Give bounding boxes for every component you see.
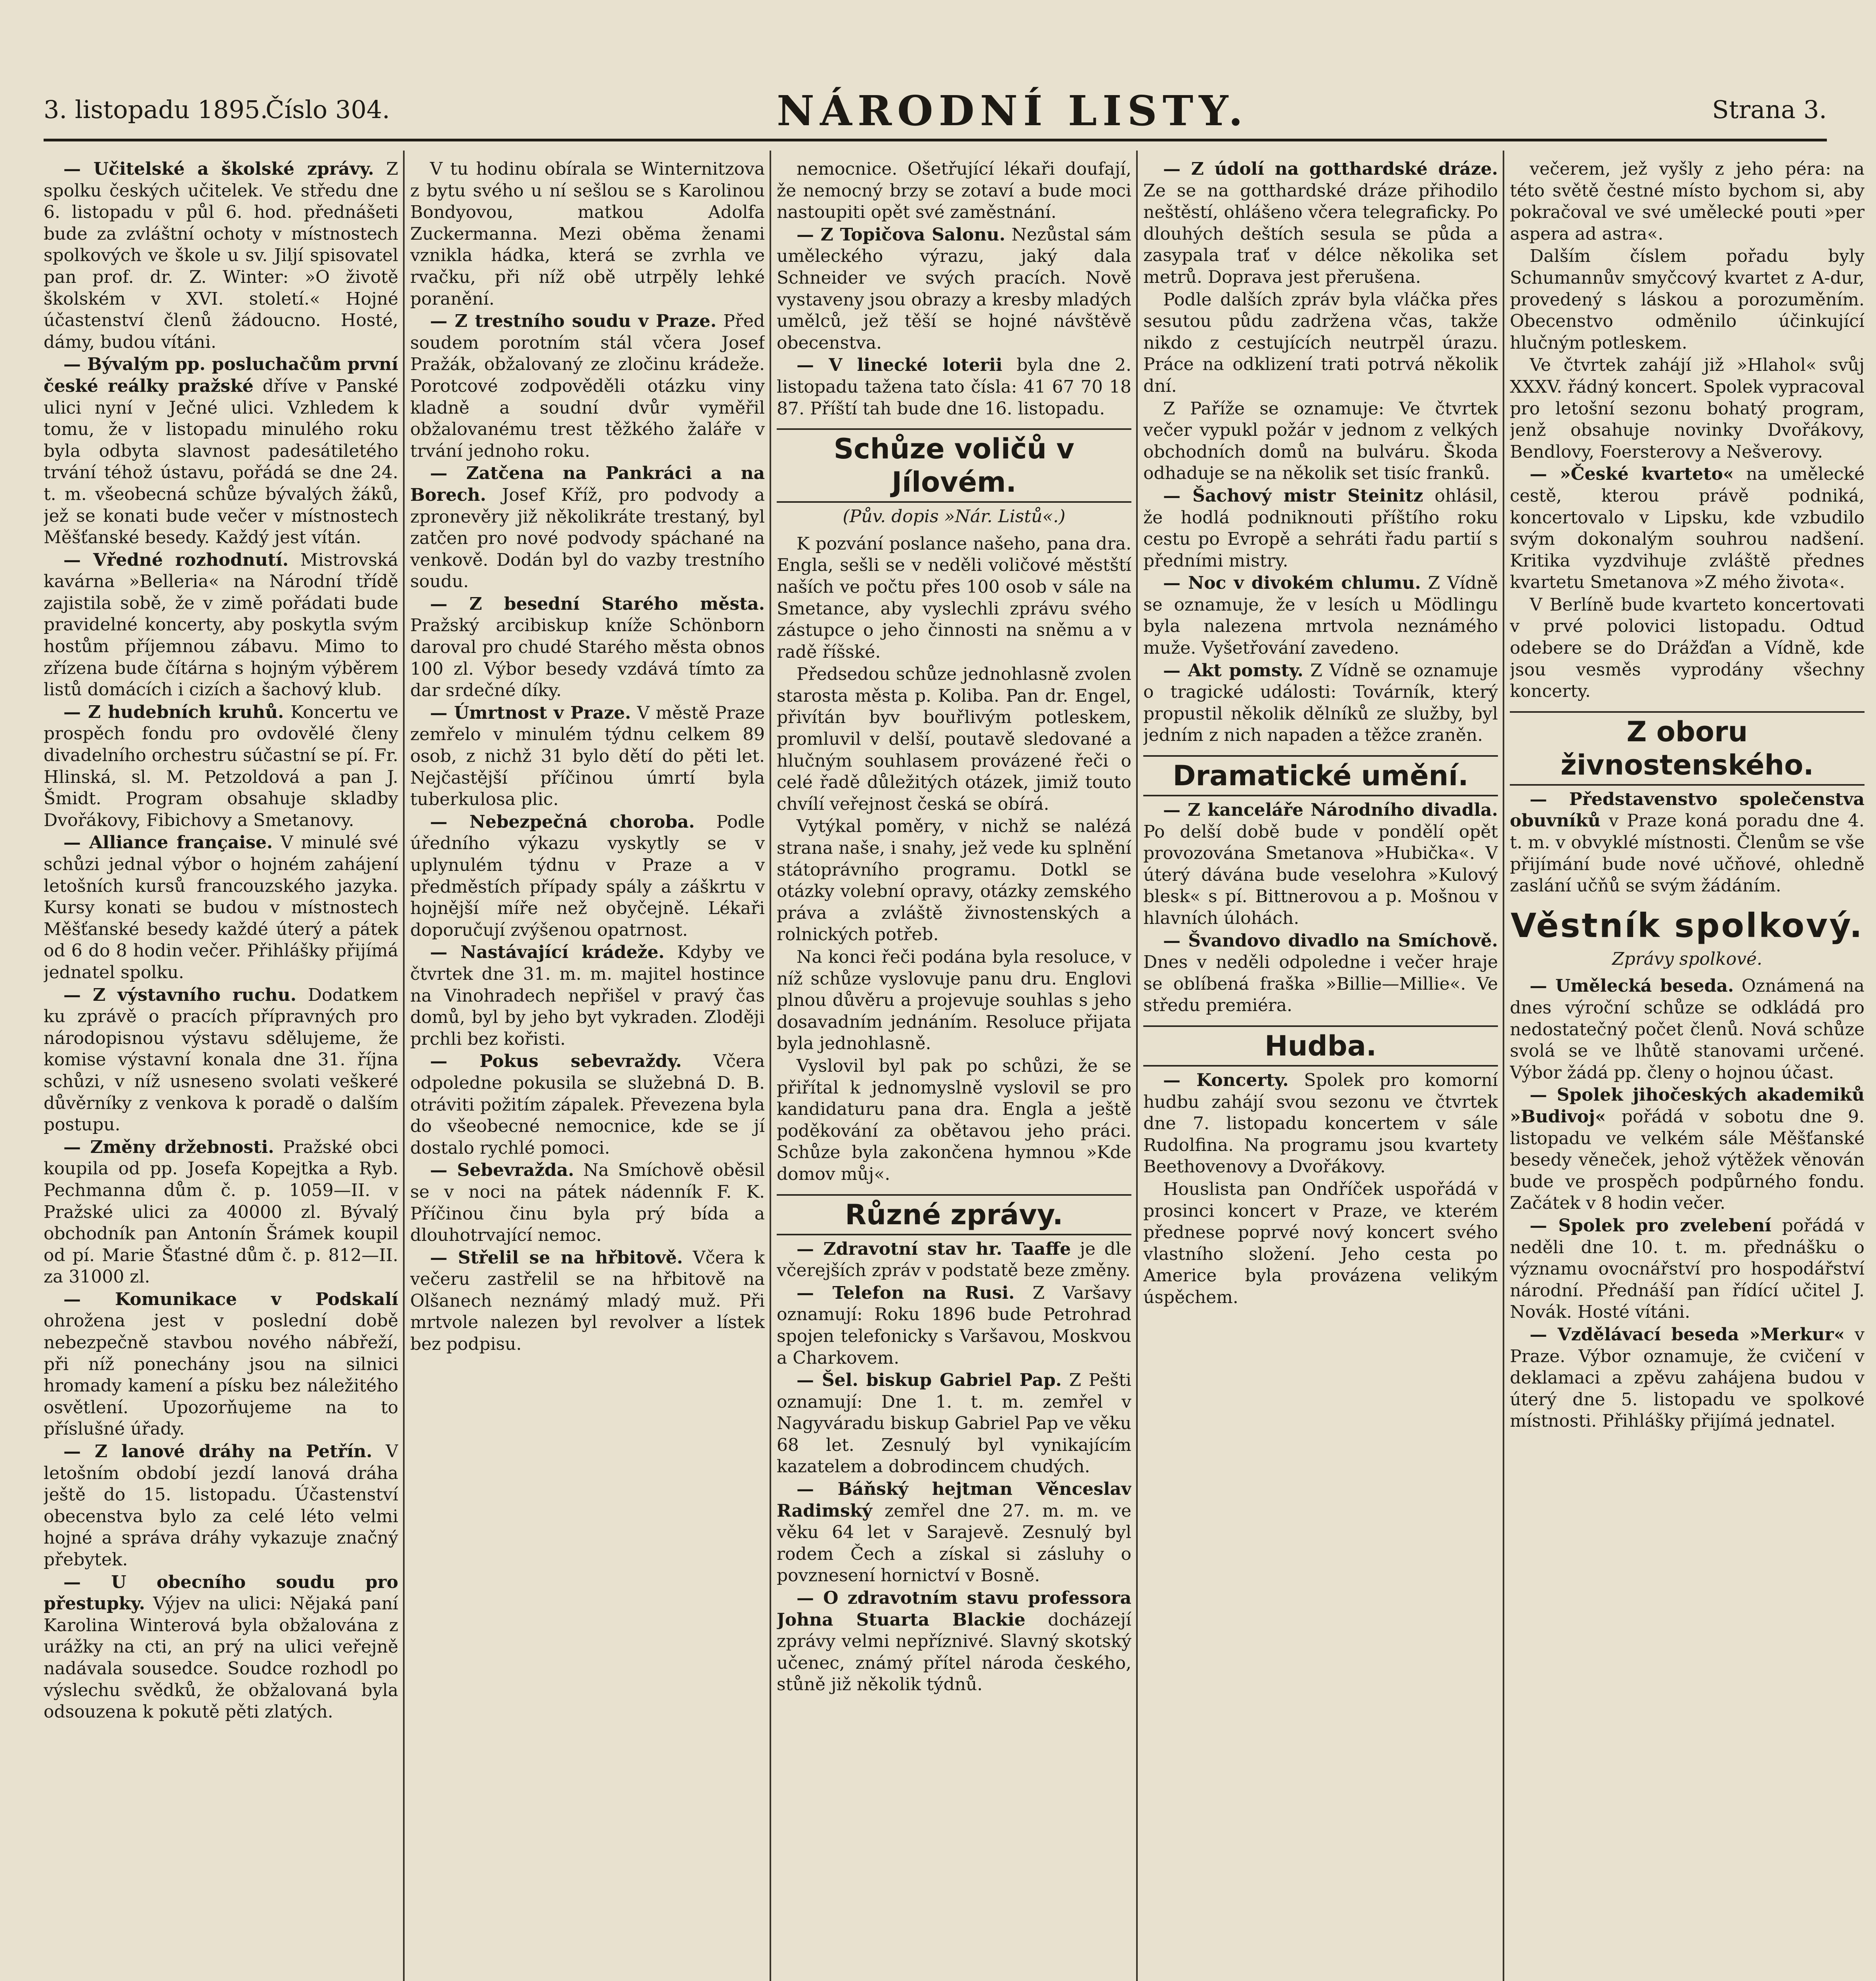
article-text: V minulé své schůzi jednal výbor o hojném zahájení letošních kursů francouzského jazyka. Kursy konati se budou v místnostech Měšťanské besedy každé úterý a pátek od 6 do 8 hodin večer. Přihlášky přijímá jednatel spolku. xyxy=(44,832,398,983)
article-text: Včera k večeru zastřelil se na hřbitově na Olšanech neznámý mladý muž. Při mrtvole nalezen byl revolver a lístek bez podpisu. xyxy=(410,1247,765,1355)
article-lead: — Z hudebních kruhů. xyxy=(63,702,284,722)
article-lead: — Spolek jihočeských akademiků »Budivoj« xyxy=(1510,1085,1865,1127)
article-text: docházejí zprávy velmi nepříznivé. Slavný skotský učenec, známý přítel národa českého, stůně již několik týdnů. xyxy=(777,1609,1131,1695)
article xyxy=(1510,464,1865,594)
article-text: nemocnice. Ošetřující lékaři doufají, že nemocný brzy se zotaví a bude moci nastoupiti opět své zaměstnání. xyxy=(777,159,1131,223)
article-lead: — Nastávající krádeže. xyxy=(430,942,665,963)
article xyxy=(777,1239,1131,1282)
article-text: Na konci řeči podána byla resoluce, v níž schůze vyslovuje panu dru. Englovi plnou důvěru a projevuje souhlas s jeho dosavadním jednáním. Resoluce přijata byla jednohlasně. xyxy=(777,947,1131,1054)
article xyxy=(1143,1070,1498,1178)
article-lead: — Z výstavního ruchu. xyxy=(63,985,296,1005)
column-divider xyxy=(1136,151,1138,1981)
article-lead: — O zdravotním stavu professora Johna Stuarta Blackie xyxy=(777,1588,1131,1630)
article xyxy=(777,533,1131,663)
article xyxy=(777,1282,1131,1369)
article xyxy=(410,702,765,811)
section-heading: Schůze voličů v Jílovém. xyxy=(777,428,1131,503)
article-text: je dle včerejších zpráv v podstatě beze změny. xyxy=(777,1239,1131,1281)
article xyxy=(410,942,765,1050)
article-text: Výjev na ulici: Nějaká paní Karolina Winterová byla obžalována z urážky na cti, an prý na ulici veřejně nadávala sousedce. Soudce rozhodl po výslechu svědků, že obžalovaná byla odsouzena k pokutě pěti zlatých. xyxy=(44,1594,398,1722)
article-text: ohrožena jest v poslední době nebezpečně stavbou nového nábřeží, při níž ponechány jsou na silnici hromady kamení a písku bez náležitého osvětlení. Upozorňujeme na to příslušné úřady. xyxy=(44,1311,398,1439)
article-lead: — Umělecká beseda. xyxy=(1530,976,1734,996)
article xyxy=(777,1588,1131,1696)
article-lead: — »České kvarteto« xyxy=(1530,464,1734,485)
article xyxy=(44,1441,398,1571)
page-number: Strana 3. xyxy=(1712,95,1827,124)
article-lead: — Komunikace v Podskalí xyxy=(63,1289,398,1309)
article-lead: — Z Topičova Salonu. xyxy=(797,224,1005,245)
section-heading: Hudba. xyxy=(1143,1025,1498,1067)
article xyxy=(44,1137,398,1288)
column-2 xyxy=(410,158,765,1981)
article xyxy=(1143,289,1498,397)
column-3 xyxy=(777,158,1131,1981)
article xyxy=(1510,355,1865,463)
column-divider xyxy=(403,151,405,1981)
article xyxy=(777,355,1131,420)
article-lead: — Z trestního soudu v Praze. xyxy=(430,311,716,332)
article-lead: — Z besední Starého města. xyxy=(430,594,765,614)
article-text: Na Smíchově oběsil se v noci na pátek nádenník F. K. Příčinou činu byla prý bída a dlouhotrvající nemoc. xyxy=(410,1160,765,1246)
article xyxy=(1143,800,1498,929)
section-heading: Z oboru živnostenského. xyxy=(1510,711,1865,786)
newspaper-title: NÁRODNÍ LISTY. xyxy=(777,86,1249,135)
article-lead: — Změny držebnosti. xyxy=(63,1137,274,1157)
article-text: zemřel dne 27. m. m. ve věku 64 let v Sarajevě. Zesnulý byl rodem Čech a získal si zásluhy o povznesení hornictví v Bosně. xyxy=(777,1500,1131,1586)
article xyxy=(1510,246,1865,354)
article xyxy=(1510,789,1865,897)
article-text: Podle dalších zpráv byla vláčka přes sesutou půdu zadržena včas, takže nikdo z cestujících neutrpěl úrazu. Práce na odklizení trati potrvá několik dní. xyxy=(1143,289,1498,396)
article-lead: — Šel. biskup Gabriel Pap. xyxy=(797,1370,1062,1391)
article-lead: — Zdravotní stav hr. Taaffe xyxy=(797,1239,1071,1259)
article xyxy=(777,158,1131,223)
issue-date: 3. listopadu 1895. xyxy=(44,95,268,124)
article-text: Pražské obci koupila od pp. Josefa Kopejtka a Ryb. Pechmanna dům č. p. 1059—II. v Pražské ulici za 40000 zl. Bývalý obchodník pan Antonín Šrámek koupil od pí. Marie Šťastné dům č. p. 812—II. za 31000 zl. xyxy=(44,1137,398,1287)
article-lead: — Vzdělávací beseda »Merkur« xyxy=(1530,1324,1845,1345)
article-lead: — Úmrtnost v Praze. xyxy=(430,702,631,723)
article-text: Předsedou schůze jednohlasně zvolen starosta města p. Koliba. Pan dr. Engel, přivítán byv bouřlivým potleskem, promluvil v delší, poutavě sledované a hlučným souhlasem provázené řeči o celé řadě důležitých otázek, jimiž touto chvílí veřejnost česká se obírá. xyxy=(777,664,1131,814)
article-text: ohlásil, že hodlá podniknouti příštího roku cestu po Evropě a sehráti řadu partií s předními mistry. xyxy=(1143,485,1498,571)
column-divider xyxy=(1503,151,1504,1981)
article-text: Kdyby ve čtvrtek dne 31. m. m. majitel hostince na Vinohradech nepřišel v pravý čas domů, byl by jeho byt vykraden. Zloději prchli bez kořisti. xyxy=(410,942,765,1049)
article-text: Dnes v neděli odpoledne i večer hraje se oblíbená fraška »Billie—Millie«. Ve středu premiéra. xyxy=(1143,952,1498,1016)
article xyxy=(410,463,765,593)
article-text: V letošním období jezdí lanová dráha ještě do 15. listopadu. Účastenství obecenstva bylo za celé léto velmi hojné a správa dráhy vykazuje značný přebytek. xyxy=(44,1441,398,1570)
article-text: V městě Praze zemřelo v minulém týdnu celkem 89 osob, z nichž 31 bylo dětí do pěti let. Nejčastější příčinou úmrtí byla tuberkulosa plic. xyxy=(410,702,765,810)
article-lead: — Telefon na Rusi. xyxy=(797,1282,1015,1303)
article-text: Mistrovská kavárna »Belleria« na Národní třídě zajistila sobě, že v zimě pořádati bude pravidelné koncerty, aby poskytla svým hostům příjemnou zábavu. Mimo to zřízena bude čítárna s hojným výběrem listů domácích i cizích a šachový klub. xyxy=(44,550,398,700)
article-lead: — Vředné rozhodnutí. xyxy=(63,550,289,570)
article-lead: — Koncerty. xyxy=(1163,1070,1289,1090)
article xyxy=(1143,660,1498,746)
section-subheading: (Pův. dopis »Nár. Listů«.) xyxy=(842,506,1066,527)
article-lead: — Akt pomsty. xyxy=(1163,660,1303,681)
article-text: Pražský arcibiskup kníže Schönborn daroval pro chudé Starého města obnos 100 zl. Výbor besedy vzdává tímto za dar srdečné díky. xyxy=(410,615,765,701)
article-lead: — Spolek pro zvelebení xyxy=(1530,1215,1771,1236)
article xyxy=(1510,1324,1865,1432)
article-lead: — V linecké loterii xyxy=(797,355,1003,376)
article-text: Vyslovil byl pak po schůzi, že se přiřítal k jednomyslně vyslovil se pro kandidaturu pana dra. Engla a ještě poděkování za obětavou jeho práci. Schůze byla zakončena hymnou »Kde domov můj«. xyxy=(777,1055,1131,1184)
article-lead: — Zatčena na Pankráci a na Borech. xyxy=(410,463,765,505)
article xyxy=(1510,975,1865,1084)
article xyxy=(777,664,1131,815)
article xyxy=(410,811,765,941)
article xyxy=(1143,398,1498,485)
column-1 xyxy=(44,158,398,1981)
article-text: V Berlíně bude kvarteto koncertovati v prvé polovici listopadu. Odtud odebere se do Drážďan a Vídně, kde jsou vesměs vyprodány všechny koncerty. xyxy=(1510,594,1865,702)
article-text: v Praze koná poradu dne 4. t. m. v obvyklé místnosti. Členům se vše přijímání bude nové učňové, ohledně zaslání učňů se svým žádáním. xyxy=(1510,811,1865,896)
article xyxy=(410,1051,765,1159)
column-5 xyxy=(1510,158,1865,1981)
article xyxy=(1510,1215,1865,1323)
article xyxy=(777,1479,1131,1587)
article xyxy=(44,1289,398,1440)
article xyxy=(44,832,398,983)
article-text: Z Pešti oznamují: Dne 1. t. m. zemřel v Nagyváradu biskup Gabriel Pap ve věku 68 let. Zesnulý byl vynikajícím kazatelem a dobrodincem chudých. xyxy=(777,1370,1131,1477)
section-heading: Dramatické umění. xyxy=(1143,755,1498,796)
article xyxy=(410,1160,765,1246)
issue-number: Číslo 304. xyxy=(266,95,390,124)
article-text: Ve čtvrtek zahájí již »Hlahol« svůj XXXV. řádný koncert. Spolek vypracoval pro letošní sezonu bohatý program, jenž obsahuje novinky Dvořákovy, Bendlovy, Foersterovy a Nešverovy. xyxy=(1510,355,1865,462)
article-text: Ze se na gotthardské dráze přihodilo neštěstí, ohlášeno včera telegraficky. Po dlouhých deštích sesula se půda a zasypala trať v délce několika set metrů. Doprava jest přerušena. xyxy=(1143,180,1498,287)
article-lead: — U obecního soudu pro přestupky. xyxy=(44,1572,398,1614)
article xyxy=(44,550,398,701)
article-text: Vytýkal poměry, v nichž se nalézá strana naše, i snahy, jež vede ku splnění státoprávního programu. Dotkl se otázky volební opravy, otázky zemského práva a zvláště živnostenských a rolnických potřeb. xyxy=(777,816,1131,945)
article-lead: — Sebevražda. xyxy=(430,1160,574,1181)
article xyxy=(410,594,765,702)
article xyxy=(1143,1179,1498,1309)
article-text: Dodatkem ku zprávě o pracích přípravných pro národopisnou výstavu sdělujeme, že komise výstavní konala dne 31. října schůzi, v níž usneseno svolati veškeré důvěrníky z venkova k poradě o dalším postupu. xyxy=(44,985,398,1135)
article-text: Z Vídně se oznamuje o tragické události: Továrník, který propustil několik dělníků ze služby, byl jedním z nich napaden a těžce zraněn. xyxy=(1143,660,1498,746)
article xyxy=(1510,158,1865,245)
article-text: Z Paříže se oznamuje: Ve čtvrtek večer vypukl požár v jednom z velkých obchodních domů na bulváru. Škoda odhaduje se na několik set tisíc franků. xyxy=(1143,398,1498,484)
article-lead: — Střelil se na hřbitově. xyxy=(430,1247,683,1268)
article xyxy=(44,1572,398,1723)
article xyxy=(410,1247,765,1355)
article xyxy=(777,1055,1131,1185)
article xyxy=(777,947,1131,1055)
article-text: Po delší době bude v pondělí opět provozována Smetanova »Hubička«. V úterý dávána bude veselohra »Kulový blesk« s pí. Bittnerovou a p. Mošnou v hlavních úlohách. xyxy=(1143,821,1498,928)
article-text: Koncertu ve prospěch fondu pro ovdovělé členy divadelního orchestru súčastní se pí. Fr. Hlinská, sl. M. Petzoldová a pan J. Šmidt. Program obsahuje skladby Dvořákovy, Fibichovy a Smetanovy. xyxy=(44,702,398,830)
article-text: Nezůstal sám uměleckého výrazu, jaký dala Schneider ve svých pracích. Nově vystaveny jsou obrazy a kresby mladých umělců, jež těší se hojné návštěvě obecenstva. xyxy=(777,224,1131,353)
column-4 xyxy=(1143,158,1498,1981)
article-lead: — Pokus sebevraždy. xyxy=(430,1051,682,1072)
article xyxy=(410,158,765,310)
article-text: Oznámená na dnes výroční schůze se odkládá pro nedostatečný počet členů. Nová schůze svolá se ve lhůtě stanovami určené. Výbor žádá pp. členy o hojnou účast. xyxy=(1510,976,1865,1083)
section-subheading: Zprávy spolkové. xyxy=(1612,949,1763,969)
article-text: byla dne 2. listopadu tažena tato čísla: 41 67 70 18 87. Příští tah bude dne 16. listopadu. xyxy=(777,355,1131,419)
article-text: na umělecké cestě, kterou právě podniká, koncertovalo v Lipsku, kde vzbudilo svým dokonalým souhrou nadšení. Kritika vyzdvihuje zvláště přednes kvartetu Smetanova »Z mého života«. xyxy=(1510,464,1865,593)
article-text: pořádá v neděli dne 10. t. m. přednášku o významu ovocnářství pro hospodářství národní. Přednáší pan řídící učitel J. Novák. Hosté vítáni. xyxy=(1510,1215,1865,1323)
article-text: v Praze. Výbor oznamuje, že cvičení v deklamaci a zpěvu zahájena budou v úterý dne 5. listopadu ve spolkové místnosti. Přihlášky přijímá jednatel. xyxy=(1510,1324,1865,1431)
article xyxy=(44,354,398,548)
article-lead: — Šachový mistr Steinitz xyxy=(1163,485,1423,506)
article-text: pořádá v sobotu dne 9. listopadu ve velkém sále Měšťanské besedy věneček, jehož výtěžek věnován bude ve prospěch podpůrného fondu. Začátek v 8 hodin večer. xyxy=(1510,1106,1865,1214)
article xyxy=(777,816,1131,946)
article xyxy=(1143,158,1498,288)
article-lead: — Z údolí na gotthardské dráze. xyxy=(1163,159,1498,179)
article xyxy=(44,702,398,832)
article xyxy=(1510,594,1865,702)
article-lead: — Z lanové dráhy na Petřín. xyxy=(63,1441,373,1462)
section-heading: Věstník spolkový. xyxy=(1511,906,1864,945)
article xyxy=(1143,485,1498,572)
article-text: Dalším číslem pořadu byly Schumannův smyčcový kvartet z A-dur, provedený s láskou a porozuměním. Obecenstvo odměnilo účinkující hlučným potleskem. xyxy=(1510,246,1865,353)
article-text: večerem, jež vyšly z jeho péra: na této světě čestné místo bychom si, aby pokračoval ve své umělecké pouti »per aspera ad astra«. xyxy=(1510,159,1865,244)
article-lead: — Báňský hejtman Věnceslav Radimský xyxy=(777,1479,1131,1521)
article-text: Z Vídně se oznamuje, že v lesích u Mödlingu byla nalezena mrtvola neznámého muže. Vyšetřování zavedeno. xyxy=(1143,573,1498,658)
article-lead: — Z kanceláře Národního divadla. xyxy=(1163,800,1498,821)
article-lead: — Alliance française. xyxy=(63,832,273,853)
article-text: Před soudem porotním stál včera Josef Pražák, obžalovaný ze zločinu krádeže. Porotcové zodpověděli otázku viny kladně a soudní dvůr vyměřil obžalovanému trest těžkého žaláře v trvání jednoho roku. xyxy=(410,311,765,461)
article-text: Josef Kříž, pro podvody a zpronevěry již několikráte trestaný, byl zatčen pro nové podvody spáchané na venkově. Dodán byl do vazby trestního soudu. xyxy=(410,485,765,592)
article-text: Podle úředního výkazu vyskytly se v uplynulém týdnu v Praze a v předměstích případy spály a záškrtu v hojnější míře než obyčejně. Lékaři doporučují zvýšenou opatrnost. xyxy=(410,811,765,940)
column-divider xyxy=(770,151,771,1981)
article xyxy=(1143,930,1498,1017)
article-text: K pozvání poslance našeho, pana dra. Engla, sešli se v neděli voličové městští naších ve počtu přes 100 osob v sále na Smetance, aby vyslechli zprávu svého zástupce o jeho činnosti na sněmu a v radě říšské. xyxy=(777,533,1131,662)
article-text: Včera odpoledne pokusila se služebná D. B. otráviti požitím zápalek. Převezena byla do všeobecné nemocnice, kde se jí dostalo rychlé pomoci. xyxy=(410,1051,765,1158)
article-text: dříve v Panské ulici nyní v Ječné ulici. Vzhledem k tomu, že v listopadu minulého roku byla odbyta slavnost padesátiletého trvání téhož ústavu, pořádá se dne 24. t. m. všeobecná schůze bývalých žáků, jež se konati bude večer v místnostech Měšťanské besedy. Každý jest vítán. xyxy=(44,376,398,548)
article-text: Spolek pro komorní hudbu zahájí svou sezonu ve čtvrtek dne 7. listopadu koncertem v sále Rudolfina. Na programu jsou kvartety Beethovenovy a Dvořákovy. xyxy=(1143,1070,1498,1177)
article xyxy=(410,311,765,462)
article xyxy=(44,985,398,1136)
article-text: Z spolku českých učitelek. Ve středu dne 6. listopadu v půl 6. hod. přednášeti bude za zvláštní ochoty v místnostech spolkových ve škole u sv. Jiljí spisovatel pan prof. dr. Z. Winter: »O životě školském v XVI. století.« Hojné účastenství členů žádoucno. Hosté, dámy, budou vítáni. xyxy=(44,159,398,352)
article-text: Z Varšavy oznamují: Roku 1896 bude Petrohrad spojen telefonicky s Varšavou, Moskvou a Charkovem. xyxy=(777,1282,1131,1368)
masthead xyxy=(44,79,1827,141)
article-lead: — Nebezpečná choroba. xyxy=(430,811,695,832)
article-lead: — Představenstvo společenstva obuvníků xyxy=(1510,789,1865,831)
article-text: V tu hodinu obírala se Winternitzova z bytu svého u ní sešlou se s Karolinou Bondyovou, matkou Adolfa Zuckermanna. Mezi oběma ženami vznikla hádka, která se zvrhla ve rvačku, při níž obě utrpěly lehké poranění. xyxy=(410,159,765,309)
article-lead: — Noc v divokém chlumu. xyxy=(1163,573,1421,594)
article xyxy=(777,1370,1131,1478)
article-lead: — Švandovo divadlo na Smíchově. xyxy=(1163,930,1498,951)
section-heading: Různé zprávy. xyxy=(777,1194,1131,1235)
article-text: Houslista pan Ondříček uspořádá v prosinci koncert v Praze, ve kterém přednese poprvé nový koncert svého vlastního složení. Jeho cesta po Americe byla provázena velikým úspěchem. xyxy=(1143,1179,1498,1307)
article xyxy=(44,158,398,353)
article-lead: — Učitelské a školské zprávy. xyxy=(63,159,374,179)
article xyxy=(1510,1084,1865,1214)
article xyxy=(1143,573,1498,659)
article-lead: — Bývalým pp. posluchačům první české reálky pražské xyxy=(44,354,398,396)
article xyxy=(777,224,1131,354)
